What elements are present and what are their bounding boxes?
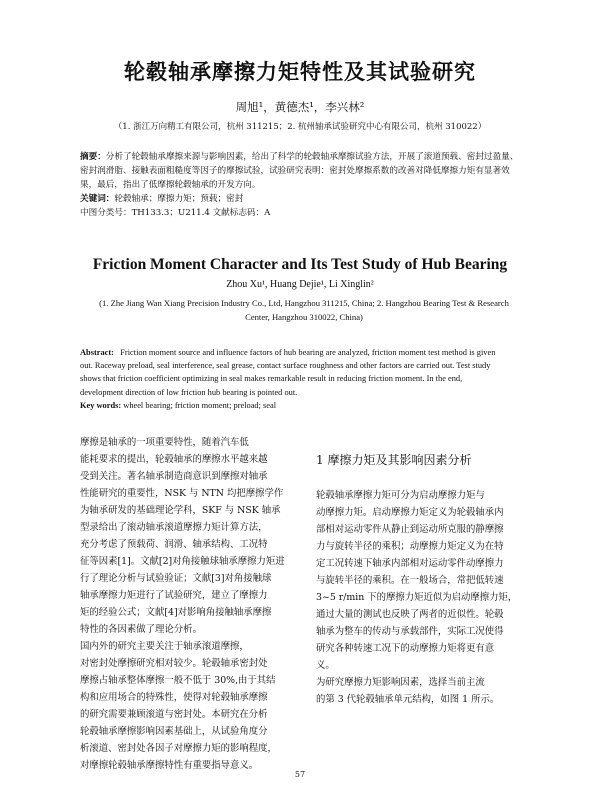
body-line: 型录给出了滚动轴承滚道摩擦力矩计算方法， bbox=[80, 522, 268, 533]
body-line: 矩的经验公式；文献[4]对影响角接触轴承摩擦 bbox=[80, 607, 272, 618]
body-line: 动摩擦力矩。启动摩擦力矩定义为轮毂轴承内 bbox=[316, 507, 504, 518]
chinese-abstract-line: 果，最后，指出了低摩擦轮毂轴承的开发方向。 bbox=[80, 180, 261, 190]
chinese-affiliation: （1. 浙江万向精工有限公司，杭州 311215；2. 杭州轴承试验研究中心有限公司，杭州 310022） bbox=[113, 122, 487, 132]
body-line: 构和应用场合的特殊性，使得对轮毂轴承摩擦 bbox=[80, 692, 268, 703]
english-abstract-line: shows that friction coefficient optimizing in seal makes remarkable result in reducing friction moment. In the end, bbox=[80, 374, 463, 384]
english-abstract-line: development direction of low friction hub bearing is pointed out. bbox=[80, 387, 298, 397]
chinese-keywords: 关键词：轮毂轴承；摩擦力矩；预载；密封 bbox=[80, 194, 244, 204]
body-right-column bbox=[316, 434, 540, 708]
chinese-abstract-line: 摘要：分析了轮毂轴承摩擦来源与影响因素，给出了科学的轮毂轴承摩擦试验方法，开展了滚道预载、密封过盈量、 bbox=[80, 152, 519, 162]
body-line: 国内外的研究主要关注于轴承滚道摩擦， bbox=[80, 641, 249, 652]
english-keywords: Key words: wheel bearing; friction moment; preload; seal bbox=[80, 400, 277, 410]
body-line: 对摩擦轮毂轴承摩擦特性有重要指导意义。 bbox=[80, 760, 259, 771]
chinese-classification: 中图分类号：TH133.3；U211.4 文献标志码：A bbox=[80, 208, 271, 218]
body-line: 受到关注。著名轴承制造商意识到摩擦对轴承 bbox=[80, 471, 268, 482]
chinese-abstract-line: 密封润滑脂、接触表面粗糙度等因子的摩擦试验，试验研究表明：密封处摩擦系数的改善对降低摩擦力矩有显著效 bbox=[80, 166, 510, 176]
body-line: 对密封处摩擦研究相对较少。轮毂轴承密封处 bbox=[80, 658, 268, 669]
body-line: 能耗要求的提出，轮毂轴承的摩擦水平越来越 bbox=[80, 454, 268, 465]
chinese-authors: 周旭¹，黄德杰¹，李兴林² bbox=[235, 100, 365, 114]
chinese-title: 轮毂轴承摩擦力矩特性及其试验研究 bbox=[124, 59, 476, 84]
body-line: 研究各种转速工况下的动摩擦力矩将更有意 bbox=[316, 643, 495, 654]
page-number: 57 bbox=[294, 770, 306, 779]
chinese-keywords-label: 关键词： bbox=[80, 194, 115, 204]
chinese-abstract bbox=[80, 150, 524, 220]
body-line: 通过大量的测试也反映了两者的近似性。轮毂 bbox=[316, 609, 504, 620]
english-affiliation bbox=[84, 296, 524, 324]
english-abstract bbox=[80, 346, 526, 412]
body-line: 轴承为整车的传动与承载部件，实际工况使得 bbox=[316, 626, 504, 637]
body-line: 特性的各因素做了理论分析。 bbox=[80, 624, 202, 635]
body-line: 与旋转半径的乘积。在一般场合，常把低转速 bbox=[316, 575, 504, 586]
body-line: 3~5 r/min 下的摩擦力矩近似为启动摩擦力矩， bbox=[316, 592, 518, 603]
body-line: 性能研究的重要性，NSK 与 NTN 均把摩擦学作 bbox=[80, 488, 284, 499]
english-abstract-line: out. Raceway preload, seal interference, seal grease, contact surface roughness and other factors are carried out. Test study bbox=[80, 361, 491, 371]
body-line: 轮毂轴承摩擦影响因素基础上，从试验角度分 bbox=[80, 726, 268, 737]
section-heading: 1 摩擦力矩及其影响因素分析 bbox=[316, 453, 472, 467]
body-line: 定工况转速下轴承内部相对运动零件动摩擦力 bbox=[316, 558, 504, 569]
body-line: 轴承摩擦力矩进行了试验研究，建立了摩擦力 bbox=[80, 590, 268, 601]
body-line: 征等因素[1]。文献[2]对角接触球轴承摩擦力矩进 bbox=[80, 556, 285, 567]
body-line: 轮毂轴承摩擦力矩可分为启动摩擦力矩与 bbox=[316, 490, 485, 501]
body-line: 析滚道、密封处各因子对摩擦力矩的影响程度， bbox=[80, 743, 277, 754]
body-line: 摩擦占轴承整体摩擦一般不低于 30%,由于其结 bbox=[80, 675, 276, 686]
english-affiliation-line: Center, Hangzhou 310022, China) bbox=[245, 312, 363, 322]
english-affiliation-line: (1. Zhe Jiang Wan Xiang Precision Industry Co., Ltd, Hangzhou 311215, China; 2. Hangzhou Bearing Test & Research bbox=[99, 298, 509, 308]
chinese-abstract-label: 摘要： bbox=[80, 152, 106, 162]
body-line: 的第 3 代轮毂轴承单元结构，如图 1 所示。 bbox=[316, 694, 500, 705]
body-line: 为研究摩擦力矩影响因素，选择当前主流 bbox=[316, 677, 485, 688]
english-abstract-label: Abstract: bbox=[80, 348, 114, 357]
english-title: Friction Moment Character and Its Test Study of Hub Bearing bbox=[92, 256, 508, 273]
english-keywords-label: Key words: bbox=[80, 400, 122, 410]
body-line: 的研究需要兼顾滚道与密封处。本研究在分析 bbox=[80, 709, 268, 720]
body-line: 为轴承研发的基础理论学科，SKF 与 NSK 轴承 bbox=[80, 505, 281, 516]
english-authors: Zhou Xu¹, Huang Dejie¹, Li Xinglin² bbox=[226, 279, 374, 290]
body-left-column bbox=[80, 434, 302, 774]
body-line: 部相对运动零件从静止到运动所克服的静摩擦 bbox=[316, 524, 504, 535]
body-line: 义。 bbox=[316, 660, 335, 671]
body-line: 行了理论分析与试验验证；文献[3]对角接触球 bbox=[80, 573, 272, 584]
body-line: 力与旋转半径的乘积；动摩擦力矩定义为在特 bbox=[316, 541, 504, 552]
body-line: 摩擦是轴承的一项重要特性，随着汽车低 bbox=[80, 437, 249, 448]
english-abstract-line: Abstract: Friction moment source and influence factors of hub bearing are analyzed, friction moment test method is given bbox=[80, 348, 496, 357]
body-line: 充分考虑了预载荷、润滑、轴承结构、工况特 bbox=[80, 539, 268, 550]
